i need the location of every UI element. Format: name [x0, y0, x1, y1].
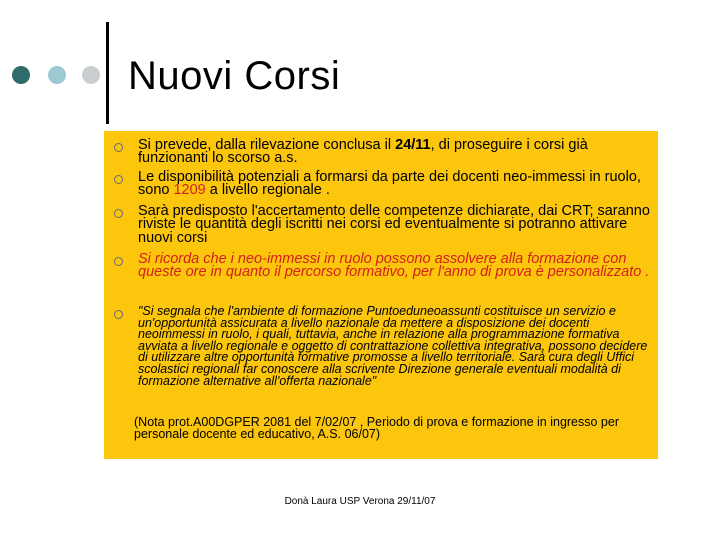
dot-light-blue-icon: [48, 66, 66, 84]
dot-gray-icon: [82, 66, 100, 84]
title-divider: [106, 22, 109, 124]
bullet-text-2-count: 1209: [173, 182, 206, 199]
bullet-icon: [114, 209, 123, 218]
bullet-text-5-note: (Nota prot.A00DGPER 2081 del 7/02/07 , Periodo di prova e formazione in ingresso per personale docente ed educativo, A.S. 06/07): [134, 415, 619, 441]
bullet-icon: [114, 143, 123, 152]
content-box: [104, 131, 658, 459]
bullet-icon: [114, 257, 123, 266]
bullet-icon: [114, 175, 123, 184]
slide-footer: Donà Laura USP Verona 29/11/07: [284, 496, 436, 507]
bullet-text-1-pre: Si prevede, dalla rilevazione conclusa il: [138, 137, 396, 153]
bullet-text-2-pre: Le disponibilità potenziali a formarsi da parte dei docenti neo-immessi in ruolo, sono: [138, 169, 641, 199]
bullet-icon: [114, 310, 123, 319]
bullet-text-1-date: 24/11: [395, 137, 431, 153]
bullet-text-5-quote: "Si segnala che l'ambiente di formazione Puntoeduneoassunti costituisce un servizio e un'opportunità assicurata a livello nazionale da mettere a disposizione dei docenti neoimmessi in ruolo, i quali, tuttavia, anche in relazione alla programmazione formativa avviata a livello regionale e oggetto di contrattazione collettiva integrativa, possono decidere di utilizzare altre opportunità formative promosse a livello territoriale. Sarà cura degli Uffici scolastici regionali far conoscere alla scrivente Direzione generale eventuali modalità di formazione alternative all'offerta nazionale": [138, 304, 648, 388]
bullet-text-4: Si ricorda che i neo-immessi in ruolo possono assolvere alla formazione con queste ore in quanto il percorso formativo, per l'anno di prova è personalizzato .: [138, 251, 650, 281]
dot-dark-icon: [12, 66, 30, 84]
bullet-text-3: Sarà predisposto l'accertamento delle competenze dichiarate, dai CRT; saranno riviste le quantità degli iscritti nei corsi ed eventualmente si potranno attivare nuovi corsi: [138, 203, 650, 246]
bullet-text-2: [138, 171, 654, 198]
bullet-text-1: [138, 139, 654, 166]
decorative-dots: [10, 66, 100, 86]
bullet-text-1-post: , di proseguire i corsi già funzionanti lo scorso a.s.: [138, 137, 588, 167]
bullet-text-2-post: a livello regionale .: [205, 182, 330, 199]
slide-title: Nuovi Corsi: [128, 54, 341, 98]
